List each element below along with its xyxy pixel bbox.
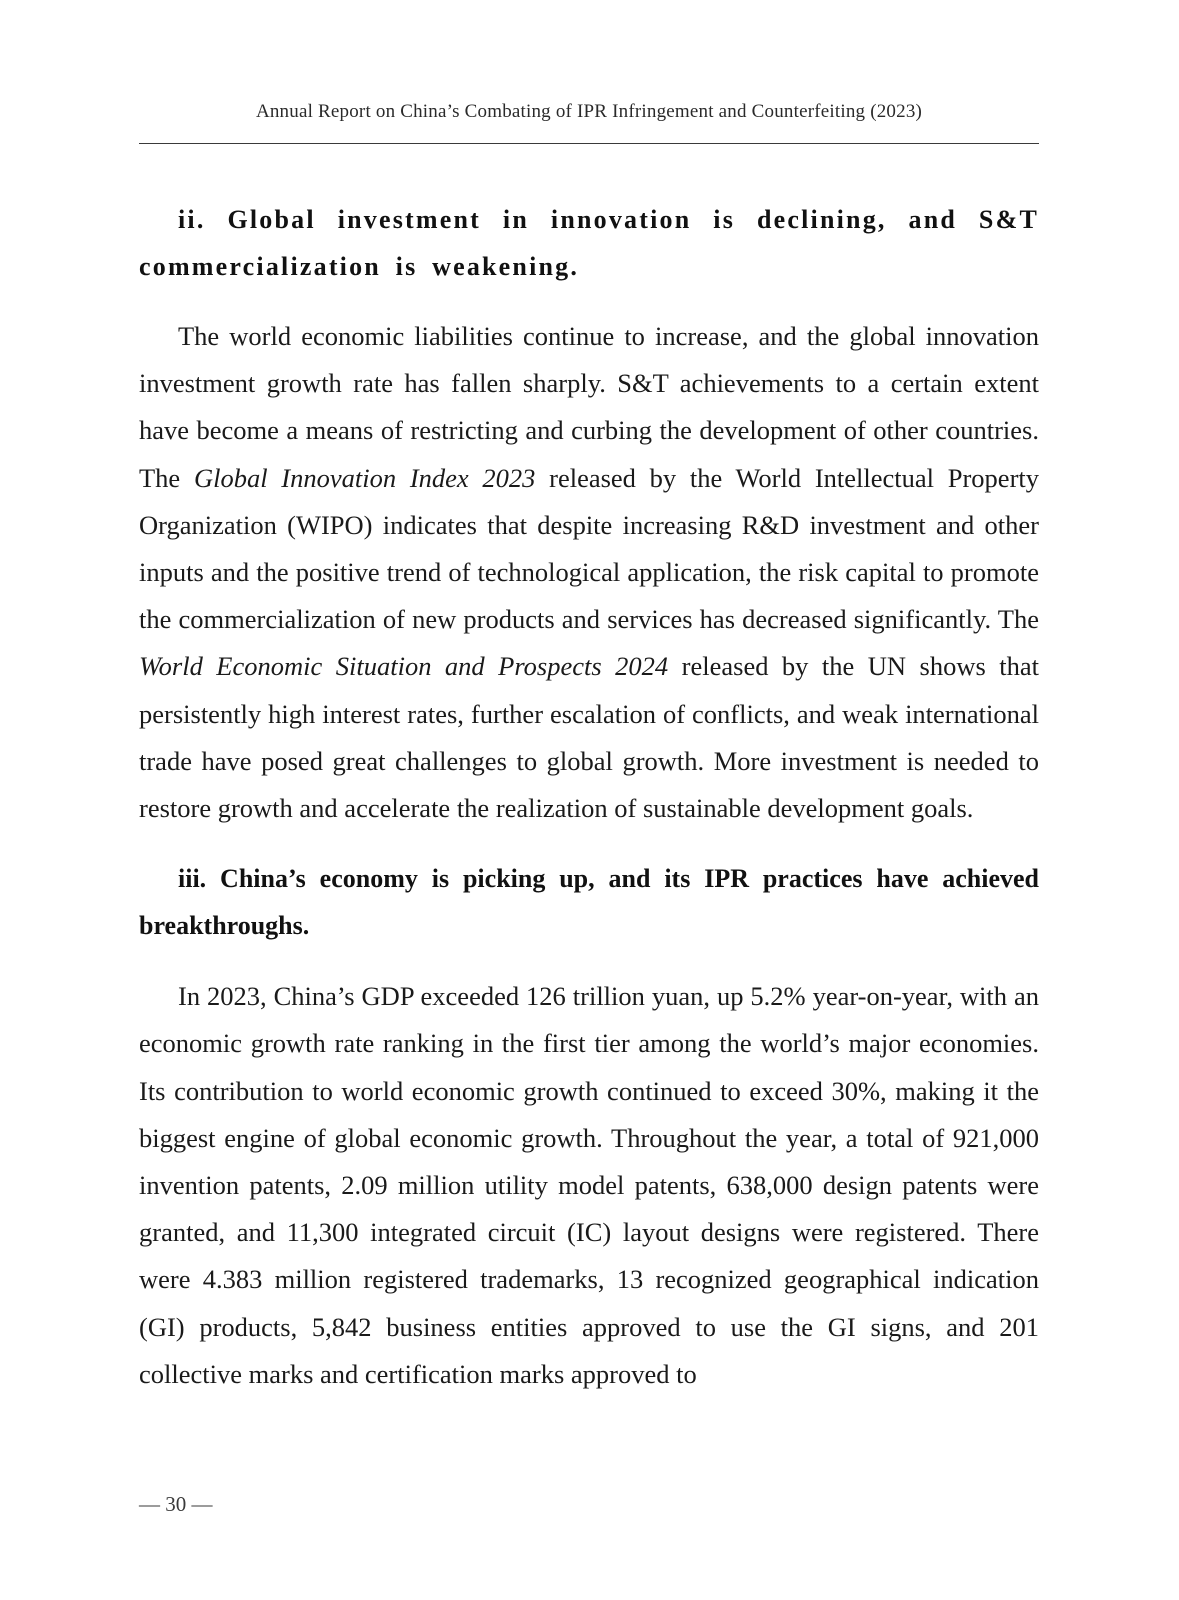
page-number: — 30 — [139, 1492, 213, 1516]
section-paragraph-iii: In 2023, China’s GDP exceeded 126 trillion yuan, up 5.2% year-on-year, with an economic growth rate ranking in the first tier among the world’s major economies. Its contribution to world economic growth continued to exceed 30%, making it the biggest engine of global economic growth. Throughout the year, a total of 921,000 invention patents, 2.09 million utility model patents, 638,000 design patents were granted, and 11,300 integrated circuit (IC) layout designs were registered. There were 4.383 million registered trademarks, 13 recognized geographical indication (GI) products, 5,842 business entities approved to use the GI signs, and 201 collective marks and certification marks approved to [139, 981, 1039, 1389]
section-heading-ii: ii. Global investment in innovation is declining, and S&T commercialization is weakening. [139, 205, 1039, 281]
page-body [139, 196, 1039, 1398]
header-divider [139, 143, 1039, 144]
section-paragraph-ii [139, 313, 1039, 832]
running-header: Annual Report on China’s Combating of IPR Infringement and Counterfeiting (2023) [255, 101, 923, 122]
paragraph-text: released by the World Intellectual Property Organization (WIPO) indicates that despite increasing R&D investment and other inputs and the positive trend of technological application, the risk capital to promote the commercialization of new products and services has decreased significantly. The [139, 462, 1040, 635]
report-title-world-economic-situation: World Economic Situation and Prospects 2024 [139, 651, 669, 682]
report-title-global-innovation-index: Global Innovation Index 2023 [193, 462, 536, 493]
paragraph-text: The world economic liabilities continue to increase, and the global innovation investment growth rate has fallen sharply. S&T achievements to a certain extent have become a means of restricting and curbing the development of other countries. The [139, 321, 1039, 493]
paragraph-text: released by the UN shows that persistently high interest rates, further escalation of conflicts, and weak international trade have posed great challenges to global growth. More investment is needed to restore growth and accelerate the realization of sustainable development goals. [139, 651, 1039, 824]
section-heading-iii: iii. China’s economy is picking up, and its IPR practices have achieved breakthroughs. [139, 864, 1039, 941]
